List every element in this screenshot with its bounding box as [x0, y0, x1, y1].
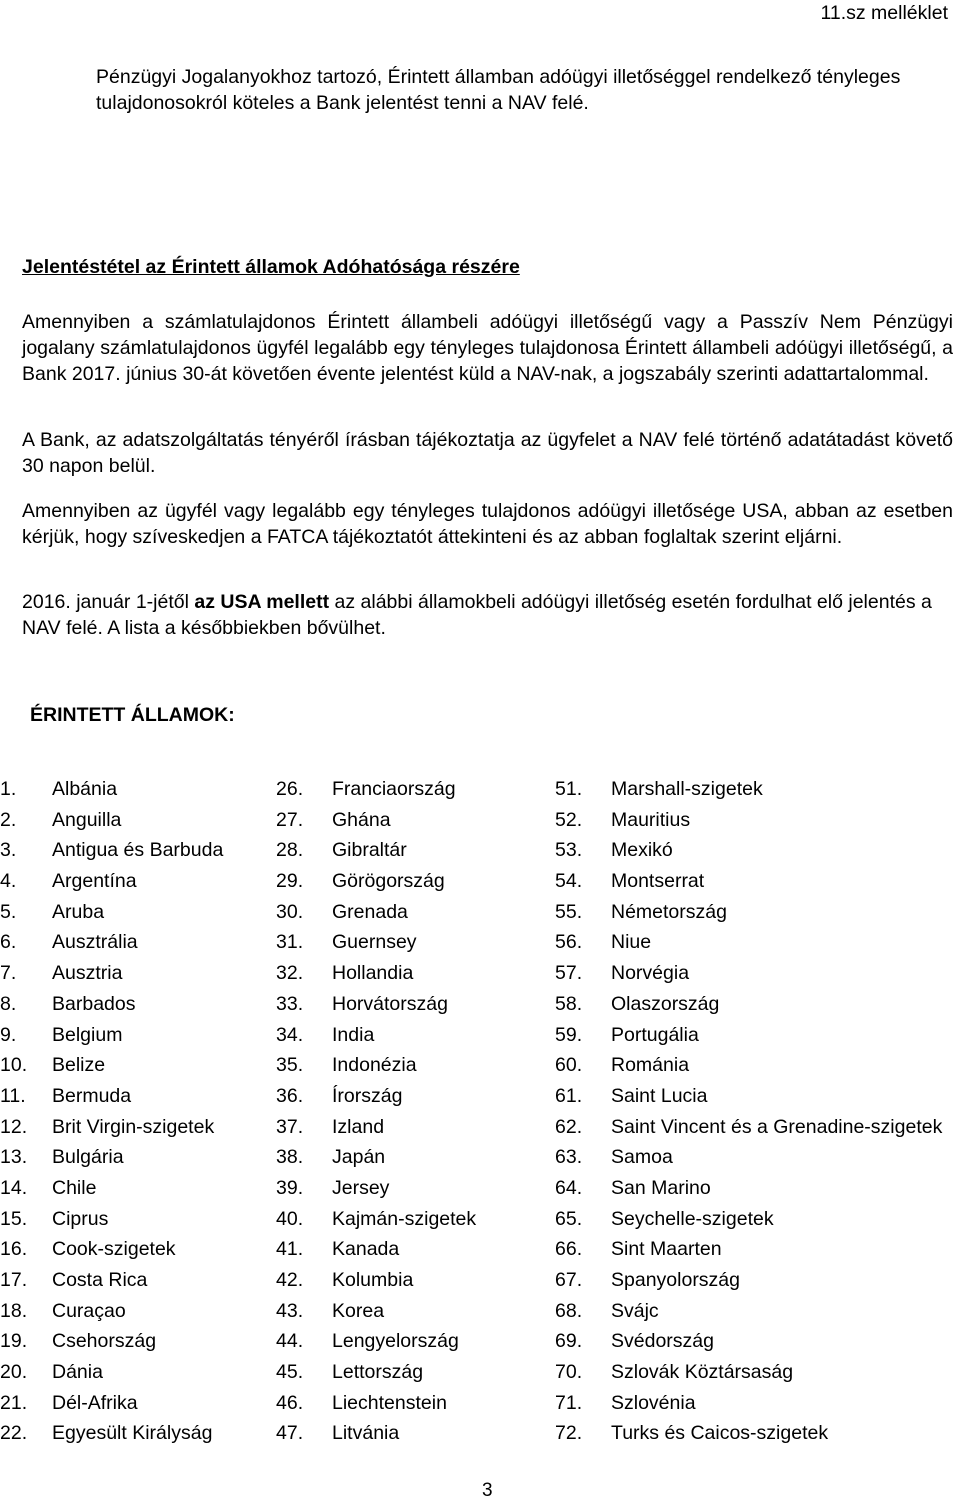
country-number: 53.: [555, 839, 583, 862]
country-number: 37.: [276, 1115, 304, 1138]
country-number: 19.: [0, 1330, 28, 1353]
country-name: Indonézia: [332, 1054, 417, 1077]
country-number: 57.: [555, 962, 583, 985]
country-list-item: [0, 927, 223, 958]
country-list-item: [276, 774, 476, 805]
country-number: 20.: [0, 1361, 28, 1384]
country-name: Olaszország: [611, 992, 720, 1015]
country-list-item: [555, 1234, 942, 1265]
country-list-item: [555, 835, 942, 866]
country-list-item: [0, 1050, 223, 1081]
country-list-item: [276, 1204, 476, 1235]
country-name: Barbados: [52, 992, 136, 1015]
country-name: Anguilla: [52, 808, 122, 831]
country-list-item: [0, 1204, 223, 1235]
country-list-item: [276, 805, 476, 836]
country-number: 16.: [0, 1238, 28, 1261]
country-number: 18.: [0, 1299, 28, 1322]
country-name: Grenada: [332, 900, 408, 923]
country-list-item: [276, 866, 476, 897]
country-number: 5.: [0, 900, 17, 923]
country-name: Lengyelország: [332, 1330, 459, 1353]
country-name: Szlovák Köztársaság: [611, 1361, 794, 1384]
paragraph-scope-end: az alábbi államokbeli adóügyi illetőség esetén fordulhat elő jelentés a NAV felé. A lista a későbbiekben bővülhet.: [22, 591, 932, 639]
paragraph-reporting-text: Amennyiben a számlatulajdonos Érintett állambeli adóügyi illetőségű vagy a Passzív Nem Pénzügyi jogalany számlatulajdonos ügyfél legalább egy tényleges tulajdonosa Érintett állambeli adóügyi illetőségű, a Bank 2017. június 30-át követően évente jelentést küld a NAV-nak, a jogszabály szerinti adattartalommal.: [22, 311, 953, 385]
country-number: 27.: [276, 808, 304, 831]
country-list-item: [276, 1357, 476, 1388]
country-number: 35.: [276, 1054, 304, 1077]
country-name: Mauritius: [611, 808, 691, 831]
country-name: Egyesült Királyság: [52, 1422, 213, 1445]
country-list-item: [555, 1296, 942, 1327]
country-number: 12.: [0, 1115, 28, 1138]
country-number: 36.: [276, 1084, 304, 1107]
country-list-item: [555, 897, 942, 928]
country-name: Montserrat: [611, 870, 705, 893]
country-list-item: [0, 1388, 223, 1419]
country-name: Cook-szigetek: [52, 1238, 176, 1261]
country-name: India: [332, 1023, 375, 1046]
country-list-item: [276, 1142, 476, 1173]
country-list-item: [276, 1173, 476, 1204]
country-number: 66.: [555, 1238, 583, 1261]
country-name: Liechtenstein: [332, 1391, 447, 1414]
country-name: Lettország: [332, 1361, 424, 1384]
country-name: Seychelle-szigetek: [611, 1207, 774, 1230]
country-list-item: [555, 989, 942, 1020]
country-name: Mexikó: [611, 839, 673, 862]
country-number: 72.: [555, 1422, 583, 1445]
country-name: Izland: [332, 1115, 385, 1138]
country-name: Görögország: [332, 870, 445, 893]
country-number: 51.: [555, 778, 583, 800]
country-name: Ciprus: [52, 1207, 109, 1230]
country-name: Sint Maarten: [611, 1238, 722, 1261]
paragraph-fatca-text: Amennyiben az ügyfél vagy legalább egy tényleges tulajdonos adóügyi illetősége USA, abban az esetben kérjük, hogy szíveskedjen a FATCA tájékoztatót áttekinteni és az abban foglaltak szerint eljárni.: [22, 500, 953, 548]
country-list-item: [276, 835, 476, 866]
country-number: 28.: [276, 839, 304, 862]
country-list-item: [276, 1326, 476, 1357]
country-number: 31.: [276, 931, 304, 954]
country-number: 41.: [276, 1238, 304, 1261]
country-name: Guernsey: [332, 931, 417, 954]
country-number: 63.: [555, 1146, 583, 1169]
country-list-item: [555, 805, 942, 836]
country-name: Chile: [52, 1176, 97, 1199]
country-number: 67.: [555, 1269, 583, 1291]
country-list-item: [276, 1112, 476, 1143]
country-list-item: [555, 1388, 942, 1419]
country-list-item: [0, 774, 223, 805]
country-list-item: [0, 958, 223, 989]
country-name: Ausztrália: [52, 931, 138, 954]
page-number: 3: [482, 1480, 493, 1501]
country-number: 70.: [555, 1361, 583, 1384]
country-name: Dél-Afrika: [52, 1391, 138, 1414]
country-list-item: [276, 958, 476, 989]
country-list-item: [276, 927, 476, 958]
country-number: 8.: [0, 992, 17, 1015]
country-name: Ausztria: [52, 962, 123, 985]
country-list-item: [0, 1020, 223, 1051]
country-name: Norvégia: [611, 962, 690, 985]
country-number: 2.: [0, 808, 17, 831]
country-list-item: [276, 1020, 476, 1051]
country-name: Brit Virgin-szigetek: [52, 1115, 215, 1138]
country-name: Írország: [332, 1084, 403, 1107]
country-number: 38.: [276, 1146, 304, 1169]
country-number: 13.: [0, 1146, 28, 1169]
country-name: Niue: [611, 931, 652, 954]
paragraph-scope-text: [22, 589, 953, 641]
country-number: 32.: [276, 962, 304, 985]
country-number: 52.: [555, 808, 583, 831]
country-name: Hollandia: [332, 962, 414, 985]
country-list-column-1: [0, 774, 223, 1449]
country-name: Bermuda: [52, 1084, 132, 1107]
country-list-item: [0, 1112, 223, 1143]
paragraph-notification: [22, 427, 953, 479]
country-number: 68.: [555, 1299, 583, 1322]
country-number: 7.: [0, 962, 17, 985]
country-number: 45.: [276, 1361, 304, 1384]
country-list-item: [0, 1418, 223, 1449]
country-name: Kanada: [332, 1238, 400, 1261]
paragraph-reporting: [22, 309, 953, 387]
paragraph-scope-bold: az USA mellett: [194, 591, 330, 613]
country-name: Gibraltár: [332, 839, 407, 862]
country-list-item: [0, 1142, 223, 1173]
country-list-item: [555, 927, 942, 958]
country-number: 47.: [276, 1422, 304, 1445]
country-number: 42.: [276, 1269, 304, 1291]
country-number: 26.: [276, 778, 304, 800]
country-number: 46.: [276, 1391, 304, 1414]
country-list-item: [276, 1418, 476, 1449]
country-name: Antigua és Barbuda: [52, 839, 224, 862]
country-list-item: [0, 989, 223, 1020]
country-number: 54.: [555, 870, 583, 893]
country-number: 44.: [276, 1330, 304, 1353]
country-list-item: [555, 1112, 942, 1143]
country-number: 1.: [0, 778, 17, 800]
country-number: 55.: [555, 900, 583, 923]
section-heading: Jelentéstétel az Érintett államok Adóhatósága részére: [22, 256, 520, 278]
country-list-item: [0, 1234, 223, 1265]
country-number: 22.: [0, 1422, 28, 1445]
country-name: Svédország: [611, 1330, 714, 1353]
country-list-item: [276, 1388, 476, 1419]
annex-label: 11.sz melléklet: [820, 2, 948, 24]
country-number: 59.: [555, 1023, 583, 1046]
country-list-item: [0, 1357, 223, 1388]
country-list-item: [0, 1265, 223, 1296]
country-list-item: [0, 835, 223, 866]
country-number: 58.: [555, 992, 583, 1015]
country-name: Ghána: [332, 808, 391, 831]
country-name: Románia: [611, 1054, 690, 1077]
country-name: Litvánia: [332, 1422, 400, 1445]
country-name: Saint Lucia: [611, 1084, 708, 1107]
country-number: 9.: [0, 1023, 17, 1046]
country-list-item: [555, 1326, 942, 1357]
country-list-item: [0, 1081, 223, 1112]
country-number: 11.: [0, 1084, 26, 1107]
country-list-column-3: [555, 774, 942, 1449]
country-number: 33.: [276, 992, 304, 1015]
country-name: Japán: [332, 1146, 386, 1169]
country-number: 40.: [276, 1207, 304, 1230]
country-list-item: [555, 866, 942, 897]
country-number: 6.: [0, 931, 17, 954]
country-name: Saint Vincent és a Grenadine-szigetek: [611, 1115, 943, 1138]
country-number: 69.: [555, 1330, 583, 1353]
country-number: 65.: [555, 1207, 583, 1230]
country-list-item: [0, 1326, 223, 1357]
country-number: 3.: [0, 839, 17, 862]
country-number: 60.: [555, 1054, 583, 1077]
country-name: Németország: [611, 900, 727, 923]
country-list-item: [276, 1050, 476, 1081]
country-name: Albánia: [52, 778, 118, 800]
country-number: 29.: [276, 870, 304, 893]
country-list-item: [555, 1050, 942, 1081]
country-number: 21.: [0, 1391, 28, 1414]
country-list-item: [276, 897, 476, 928]
country-list-item: [276, 1265, 476, 1296]
country-number: 56.: [555, 931, 583, 954]
country-number: 71.: [555, 1391, 583, 1414]
country-number: 43.: [276, 1299, 304, 1322]
country-number: 10.: [0, 1054, 28, 1077]
country-number: 61.: [555, 1084, 583, 1107]
country-list-item: [276, 1081, 476, 1112]
country-name: Franciaország: [332, 778, 456, 800]
country-name: Kolumbia: [332, 1269, 414, 1291]
country-name: Spanyolország: [611, 1269, 740, 1291]
country-name: Csehország: [52, 1330, 157, 1353]
country-name: Belize: [52, 1054, 106, 1077]
country-list-item: [555, 1142, 942, 1173]
country-list-item: [0, 1296, 223, 1327]
country-name: Svájc: [611, 1299, 659, 1322]
country-list-item: [555, 958, 942, 989]
country-list-item: [0, 866, 223, 897]
country-list-item: [276, 1296, 476, 1327]
country-name: Turks és Caicos-szigetek: [611, 1422, 829, 1445]
country-list-item: [0, 1173, 223, 1204]
country-name: Jersey: [332, 1176, 390, 1199]
country-list-item: [0, 897, 223, 928]
country-list-item: [276, 1234, 476, 1265]
country-list-column-2: [276, 774, 476, 1449]
country-name: Samoa: [611, 1146, 673, 1169]
country-number: 14.: [0, 1176, 28, 1199]
country-list-item: [555, 1204, 942, 1235]
country-list-item: [555, 1265, 942, 1296]
country-list-item: [555, 1173, 942, 1204]
country-list-item: [555, 1081, 942, 1112]
paragraph-scope: [22, 589, 953, 641]
country-number: 34.: [276, 1023, 304, 1046]
country-number: 62.: [555, 1115, 583, 1138]
country-name: Belgium: [52, 1023, 123, 1046]
country-name: Marshall-szigetek: [611, 778, 763, 800]
country-name: Curaçao: [52, 1299, 126, 1322]
paragraph-notification-text: A Bank, az adatszolgáltatás tényéről írásban tájékoztatja az ügyfelet a NAV felé történő adatátadást követő 30 napon belül.: [22, 429, 953, 477]
country-number: 64.: [555, 1176, 583, 1199]
country-number: 15.: [0, 1207, 28, 1230]
country-name: San Marino: [611, 1176, 711, 1199]
country-name: Argentína: [52, 870, 137, 893]
country-number: 30.: [276, 900, 304, 923]
country-name: Costa Rica: [52, 1269, 148, 1291]
country-name: Horvátország: [332, 992, 448, 1015]
paragraph-fatca: [22, 498, 953, 550]
country-number: 17.: [0, 1269, 28, 1291]
country-list-item: [555, 1418, 942, 1449]
intro-paragraph: Pénzügyi Jogalanyokhoz tartozó, Érintett államban adóügyi illetőséggel rendelkező tényleges tulajdonosokról köteles a Bank jelentést tenni a NAV felé.: [96, 66, 901, 114]
country-name: Dánia: [52, 1361, 103, 1384]
country-name: Kajmán-szigetek: [332, 1207, 477, 1230]
country-name: Portugália: [611, 1023, 699, 1046]
paragraph-scope-start: 2016. január 1-jétől: [22, 591, 195, 613]
country-name: Bulgária: [52, 1146, 124, 1169]
country-list-item: [276, 989, 476, 1020]
country-list-item: [0, 805, 223, 836]
country-name: Szlovénia: [611, 1391, 696, 1414]
country-name: Aruba: [52, 900, 105, 923]
country-name: Korea: [332, 1299, 385, 1322]
country-list-item: [555, 774, 942, 805]
countries-title: ÉRINTETT ÁLLAMOK:: [30, 704, 235, 726]
country-list-item: [555, 1357, 942, 1388]
country-number: 39.: [276, 1176, 304, 1199]
country-number: 4.: [0, 870, 17, 893]
country-list-item: [555, 1020, 942, 1051]
